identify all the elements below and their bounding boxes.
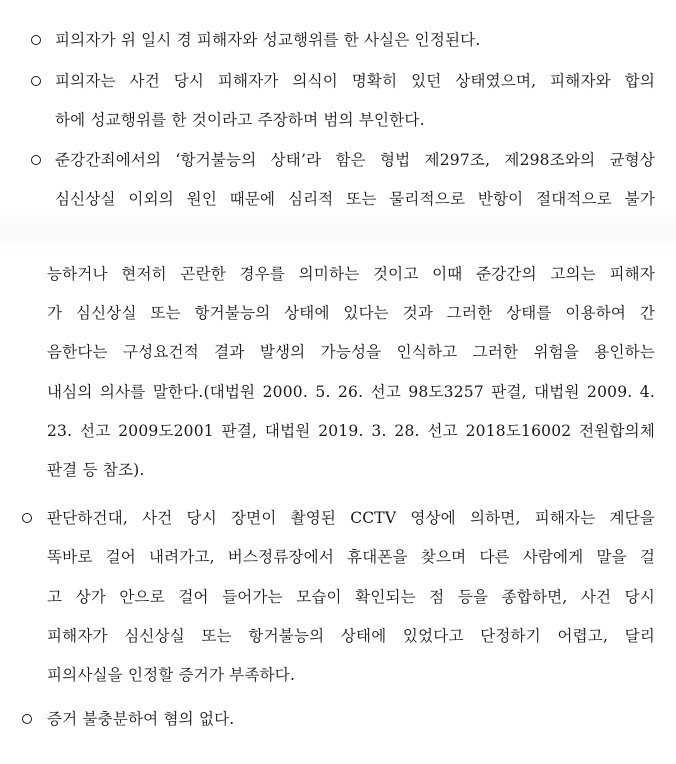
paragraph-4-line-2: 똑바로 걸어 내려가고, 버스정류장에서 휴대폰을 찾으며 다른 사람에게 말을 걸 <box>47 548 655 566</box>
scan-fade-band <box>0 212 676 252</box>
bullet-circle-icon <box>22 714 32 724</box>
paragraph-4-line-1: 판단하건대, 사건 당시 장면이 촬영된 CCTV 영상에 의하면, 피해자는 계단을 <box>47 509 655 527</box>
paragraph-3-line-3: 능하거나 현저히 곤란한 경우를 의미하는 것이고 이때 준강간의 고의는 피해자 <box>47 265 655 283</box>
paragraph-4-line-3: 고 상가 안으로 걸어 들어가는 모습이 확인되는 점 등을 종합하면, 사건 당시 <box>47 588 655 606</box>
paragraph-3-line-2: 심신상실 이외의 원인 때문에 심리적 또는 물리적으로 반항이 절대적으로 불가 <box>55 190 655 208</box>
paragraph-3-line-8: 판결 등 참조). <box>47 461 145 479</box>
paragraph-3-line-1: 준강간죄에서의 ‘항거불능의 상태’라 함은 형법 제297조, 제298조와의 균형상 <box>55 151 655 169</box>
paragraph-5-line-1: 증거 불충분하여 혐의 없다. <box>47 710 235 728</box>
paragraph-2-line-1: 피의자는 사건 당시 피해자가 의식이 명확히 있던 상태였으며, 피해자와 합의 <box>55 72 655 90</box>
paragraph-4-line-4: 피해자가 심신상실 또는 항거불능의 상태에 있었다고 단정하기 어렵고, 달리 <box>47 627 655 645</box>
bullet-circle-icon <box>31 35 41 45</box>
bullet-circle-icon <box>31 76 41 86</box>
paragraph-3-line-5: 음한다는 구성요건적 결과 발생의 가능성을 인식하고 그러한 위험을 용인하는 <box>47 343 655 361</box>
bullet-circle-icon <box>22 513 32 523</box>
paragraph-3-line-7: 23. 선고 2009도2001 판결, 대법원 2019. 3. 28. 선고 2018도16002 전원합의체 <box>47 422 655 440</box>
paragraph-1-line-1: 피의자가 위 일시 경 피해자와 성교행위를 한 사실은 인정된다. <box>55 31 481 49</box>
paragraph-4-line-5: 피의사실을 인정할 증거가 부족하다. <box>47 666 296 684</box>
bullet-circle-icon <box>31 155 41 165</box>
paragraph-3-line-4: 가 심신상실 또는 항거불능의 상태에 있다는 것과 그러한 상태를 이용하여 간 <box>47 304 655 322</box>
paragraph-3-line-6: 내심의 의사를 말한다.(대법원 2000. 5. 26. 선고 98도3257 판결, 대법원 2009. 4. <box>47 383 655 401</box>
paragraph-2-line-2: 하에 성교행위를 한 것이라고 주장하며 범의 부인한다. <box>55 111 425 129</box>
